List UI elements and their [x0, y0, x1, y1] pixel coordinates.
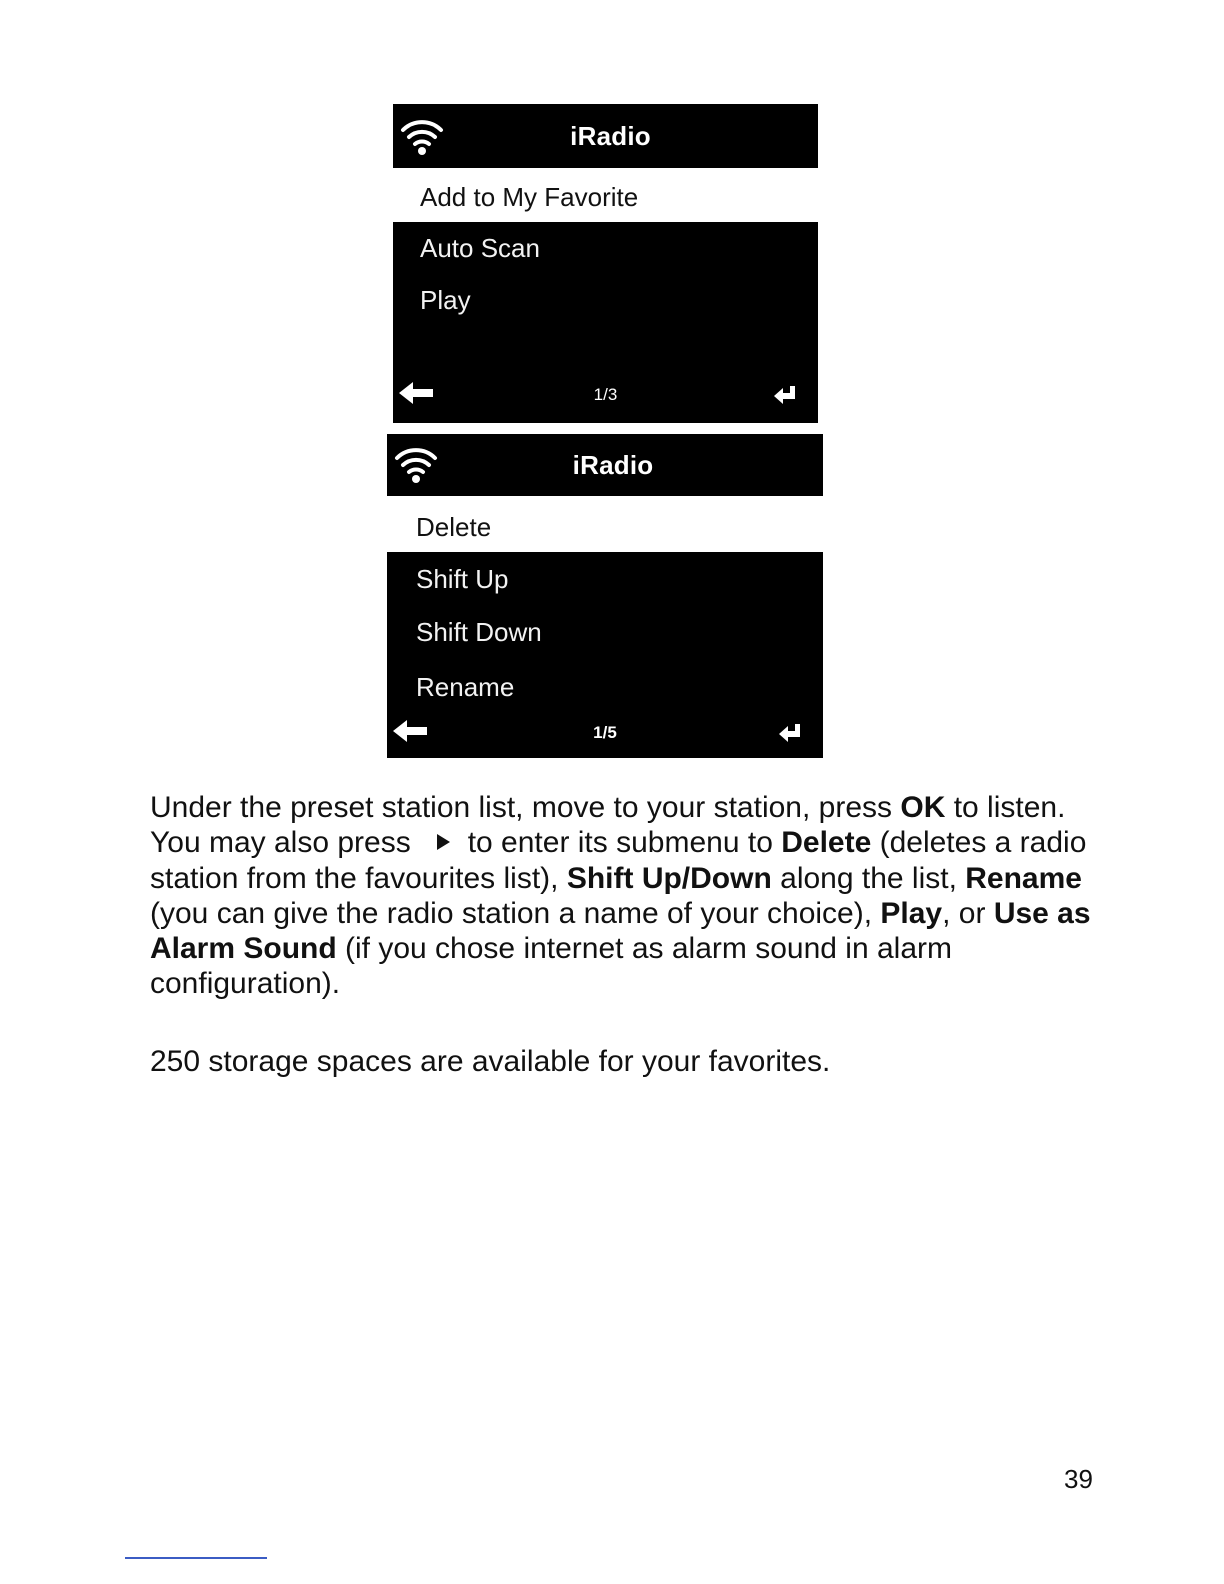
menu-item-auto-scan[interactable]: Auto Scan	[420, 233, 540, 263]
screen-title: iRadio	[572, 450, 654, 480]
screen-header	[387, 434, 823, 496]
text-run: (you can give the radio station a name of your choice),	[150, 896, 881, 930]
storage-paragraph: 250 storage spaces are available for your favorites.	[150, 1045, 831, 1078]
screen-menu-list	[387, 552, 823, 758]
bold-use-as-alarm-sound: Use as Alarm Sound	[150, 896, 1091, 966]
text-run: (deletes a radio station from the favourites list),	[150, 826, 1087, 895]
text-run: to listen. You may also press	[150, 791, 1066, 860]
menu-item-delete[interactable]	[387, 496, 823, 552]
instruction-paragraph	[150, 790, 1100, 1002]
bold-delete: Delete	[781, 826, 872, 860]
iradio-screen-main-menu	[393, 104, 818, 423]
bold-shift-up-down: Shift Up/Down	[566, 861, 772, 895]
menu-item-rename[interactable]: Rename	[416, 672, 515, 702]
bold-ok: OK	[900, 791, 946, 824]
iradio-screen-favorite-submenu	[387, 434, 823, 758]
menu-item-shift-down[interactable]: Shift Down	[416, 617, 542, 647]
menu-item-label: Add to My Favorite	[420, 182, 639, 212]
screen-title: iRadio	[570, 121, 651, 151]
footer-divider	[125, 1557, 267, 1559]
enter-icon[interactable]	[774, 384, 796, 404]
screen-header	[393, 104, 818, 168]
menu-item-play[interactable]: Play	[420, 285, 471, 315]
menu-item-add-to-favorite[interactable]	[393, 168, 818, 222]
text-run: Under the preset station list, move to your station, press	[150, 791, 901, 824]
page-indicator: 1/3	[593, 385, 618, 404]
enter-icon[interactable]	[779, 722, 801, 742]
text-run: to enter its submenu to	[467, 826, 782, 860]
play-triangle-icon	[437, 834, 450, 850]
text-run: , or	[942, 896, 994, 930]
text-run: (if you chose internet as alarm sound in alarm configuration).	[150, 932, 952, 1001]
menu-item-label: Delete	[416, 512, 492, 542]
screen-menu-list	[393, 222, 818, 423]
text-run: along the list,	[771, 861, 966, 895]
page-indicator: 1/5	[593, 723, 617, 742]
bold-rename: Rename	[965, 861, 1082, 895]
bold-play: Play	[880, 896, 943, 930]
page-number: 39	[1064, 1464, 1093, 1494]
menu-item-shift-up[interactable]: Shift Up	[416, 564, 509, 594]
